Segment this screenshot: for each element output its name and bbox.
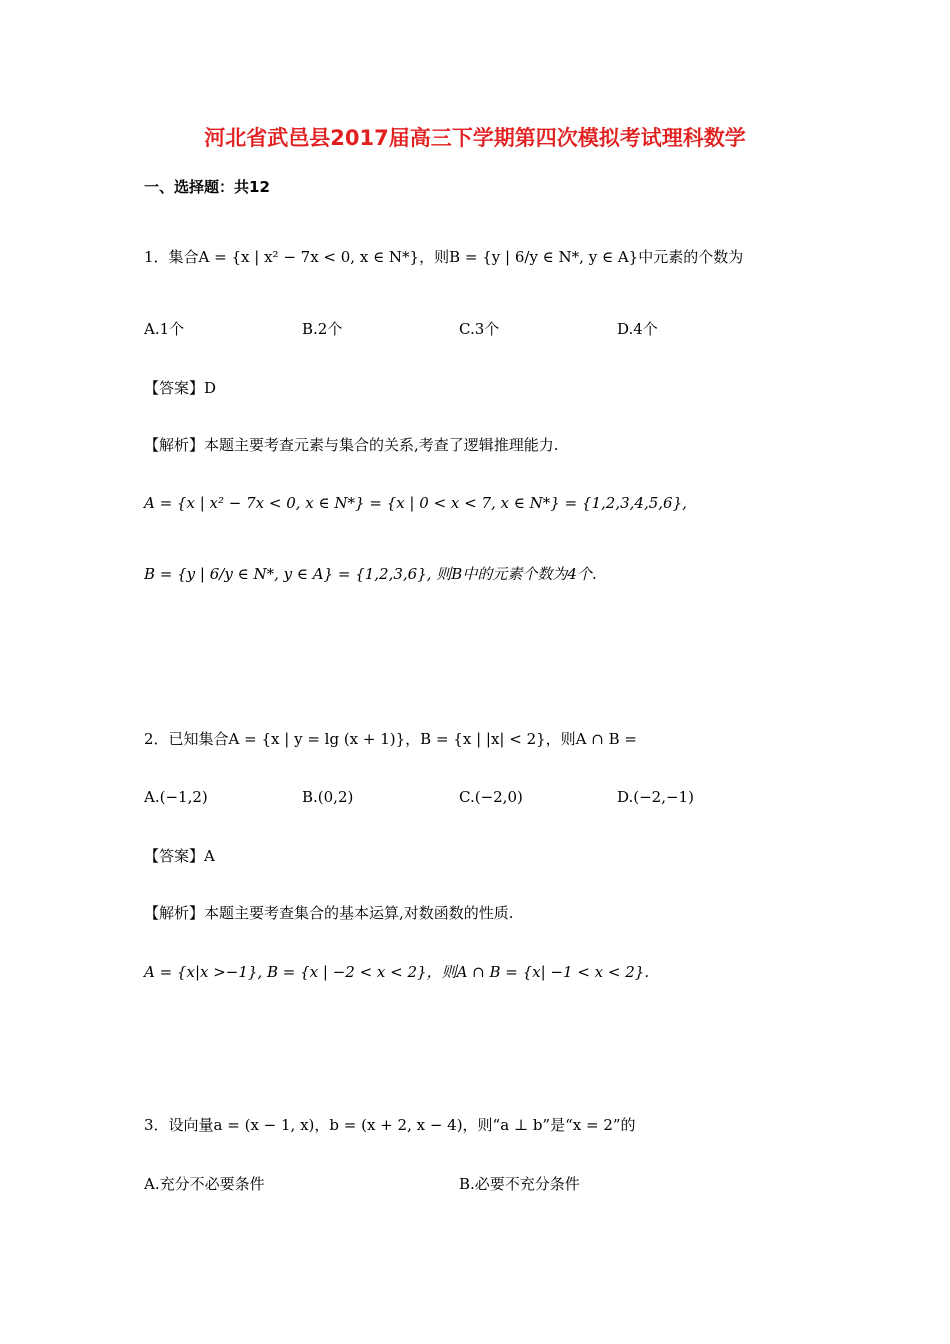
q2-option-d: D.(−2,−1) [617,788,694,806]
q2-option-a: A.(−1,2) [144,788,208,806]
q2-option-b: B.(0,2) [302,788,354,806]
q1-stem: 1．集合A = {x | x² − 7x < 0, x ∈ N*}，则B = {y | 6/y ∈ N*, y ∈ A}中元素的个数为 [144,248,744,266]
q2-stem: 2．已知集合A = {x | y = lg (x + 1)}，B = {x | |x| < 2}，则A ∩ B = [144,730,637,748]
section-heading: 一、选择题：共12 [144,178,270,196]
q2-solution-step-1: A = {x|x >−1}, B = {x | −2 < x < 2}，则A ∩ B = {x| −1 < x < 2}. [144,963,650,981]
q2-option-c: C.(−2,0) [459,788,523,806]
q1-solution-step-2: B = {y | 6/y ∈ N*, y ∈ A} = {1,2,3,6}, 则B中的元素个数为4个. [144,565,597,583]
q3-option-a: A.充分不必要条件 [144,1175,265,1193]
q1-option-b: B.2个 [302,320,343,338]
q3-stem: 3．设向量a = (x − 1, x)，b = (x + 2, x − 4)，则“a ⊥ b”是“x = 2”的 [144,1116,636,1134]
document-title: 河北省武邑县2017届高三下学期第四次模拟考试理科数学 [204,126,746,150]
q1-option-a: A.1个 [144,320,185,338]
q2-answer: 【答案】A [144,847,215,865]
q1-option-c: C.3个 [459,320,500,338]
q1-solution-step-1: A = {x | x² − 7x < 0, x ∈ N*} = {x | 0 < x < 7, x ∈ N*} = {1,2,3,4,5,6}, [144,494,687,512]
q1-analysis: 【解析】本题主要考查元素与集合的关系,考查了逻辑推理能力. [144,436,559,454]
q1-option-d: D.4个 [617,320,658,338]
q2-analysis: 【解析】本题主要考查集合的基本运算,对数函数的性质. [144,904,514,922]
q3-option-b: B.必要不充分条件 [459,1175,580,1193]
q1-answer: 【答案】D [144,379,217,397]
